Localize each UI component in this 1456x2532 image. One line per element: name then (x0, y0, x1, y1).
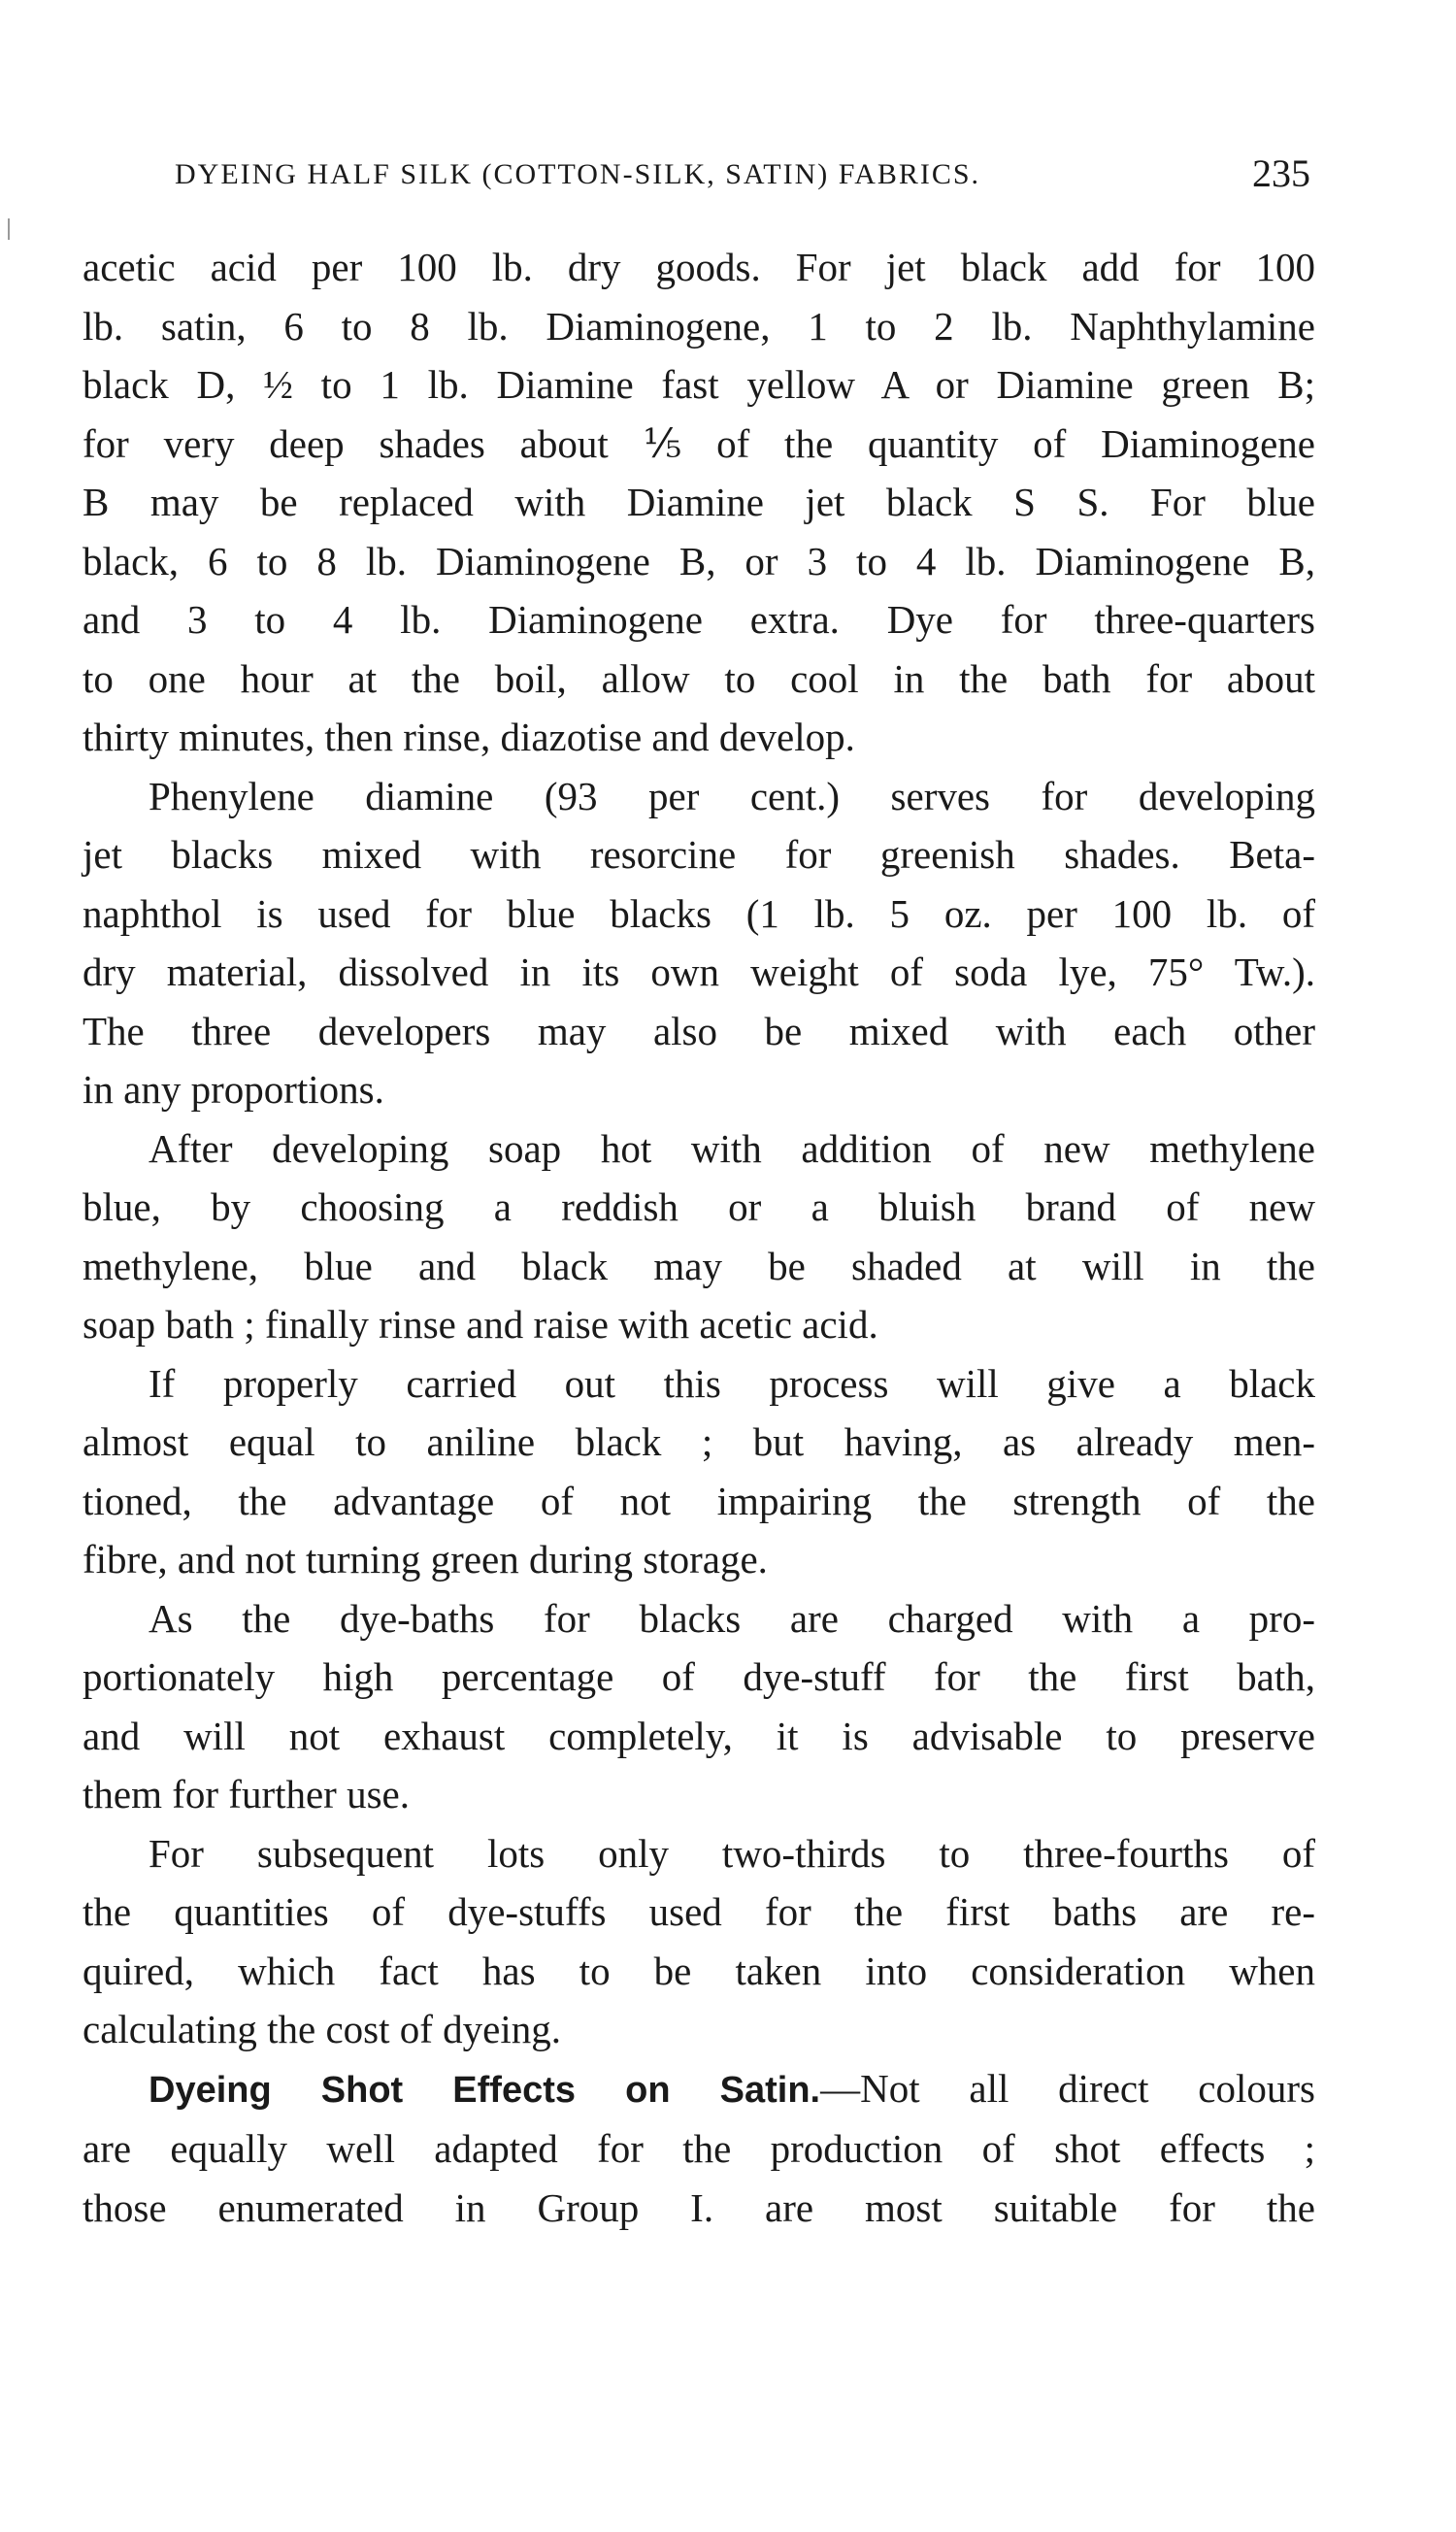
text-line: to one hour at the boil, allow to cool in the bath for about (83, 655, 1315, 701)
text-line: methylene, blue and black may be shaded at will in the (83, 1243, 1315, 1288)
text-line: those enumerated in Group I. are most suitable for the (83, 2184, 1315, 2230)
text-line: acetic acid per 100 lb. dry goods. For jet black add for 100 (83, 245, 1315, 289)
section-shot-effects (83, 2059, 1315, 2238)
text-line: As the dye-baths for blacks are charged with a pro- (149, 1595, 1315, 1641)
text-line: lb. satin, 6 to 8 lb. Diaminogene, 1 to 2 lb. Naphthylamine (83, 303, 1315, 349)
text-line: almost equal to aniline black ; but having, as already men- (83, 1419, 1315, 1464)
text-line: The three developers may also be mixed with each other (83, 1008, 1315, 1053)
page-number: 235 (1252, 151, 1310, 195)
paragraph-5 (83, 1589, 1315, 1824)
text-line: portionately high percentage of dye-stuff for the first bath, (83, 1654, 1315, 1699)
text-line: B may be replaced with Diamine jet black S S. For blue (83, 480, 1315, 524)
text-line: black D, ½ to 1 lb. Diamine fast yellow A or Diamine green B; (83, 362, 1315, 407)
text-line: If properly carried out this process will give a black (149, 1360, 1315, 1406)
text-line: calculating the cost of dyeing. (83, 2007, 561, 2051)
text-line: After developing soap hot with addition of new methylene (149, 1125, 1315, 1171)
text-line: blue, by choosing a reddish or a bluish brand of new (83, 1184, 1315, 1229)
paragraph-6 (83, 1824, 1315, 2059)
text-line: them for further use. (83, 1772, 410, 1816)
text-line: in any proportions. (83, 1067, 384, 1112)
text-line: naphthol is used for blue blacks (1 lb. 5 oz. per 100 lb. of (83, 890, 1315, 936)
text-line: dry material, dissolved in its own weight of soda lye, 75° Tw.). (83, 950, 1315, 994)
running-title: DYEING HALF SILK (COTTON-SILK, SATIN) FABRICS. (175, 158, 981, 190)
text-line: and will not exhaust completely, it is advisable to preserve (83, 1713, 1315, 1758)
text-line: quired, which fact has to be taken into consideration when (83, 1948, 1315, 1993)
text-line: are equally well adapted for the production of shot effects ; (83, 2126, 1315, 2171)
text-line: jet blacks mixed with resorcine for greenish shades. Beta- (83, 832, 1315, 877)
text-line: tioned, the advantage of not impairing the strength of the (83, 1478, 1315, 1523)
page-header (175, 150, 1310, 199)
section-heading: Dyeing Shot Effects on Satin. (149, 2069, 821, 2111)
paragraph-2 (83, 767, 1315, 1119)
text-line: thirty minutes, then rinse, diazotise and develop. (83, 715, 855, 759)
margin-mark (8, 218, 10, 240)
text-line: Phenylene diamine (93 per cent.) serves for developing (149, 773, 1315, 818)
text-line: For subsequent lots only two-thirds to three-fourths of (149, 1830, 1315, 1876)
section-heading-continuation: —Not all direct colours (820, 2065, 1315, 2111)
paragraph-4 (83, 1354, 1315, 1589)
text-line: for very deep shades about ⅕ of the quantity of Diaminogene (83, 420, 1315, 466)
text-line (83, 2059, 1315, 2120)
paragraph-3 (83, 1119, 1315, 1354)
body-text (83, 238, 1315, 2237)
text-line: and 3 to 4 lb. Diaminogene extra. Dye for three-quarters (83, 597, 1315, 642)
text-line: the quantities of dye-stuffs used for the first baths are re- (83, 1889, 1315, 1934)
text-line: black, 6 to 8 lb. Diaminogene B, or 3 to 4 lb. Diaminogene B, (83, 538, 1315, 583)
text-line: soap bath ; finally rinse and raise with acetic acid. (83, 1302, 878, 1347)
text-line: fibre, and not turning green during storage. (83, 1537, 768, 1582)
paragraph-1 (83, 238, 1315, 767)
